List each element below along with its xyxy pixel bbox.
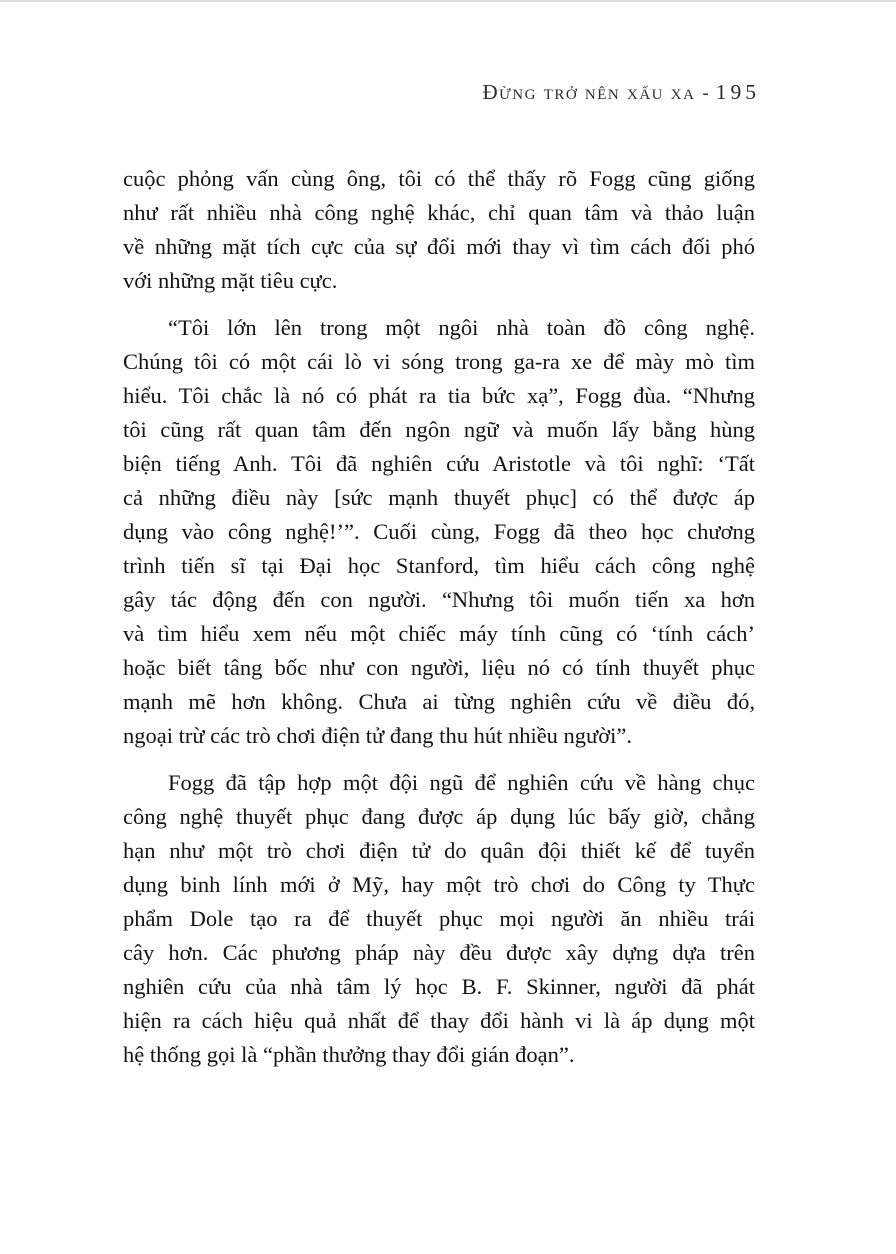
body-text — [123, 162, 755, 1072]
text-line: trình tiến sĩ tại Đại học Stanford, tìm hiểu cách công nghệ — [123, 553, 755, 578]
text-line: và tìm hiểu xem nếu một chiếc máy tính cũng có ‘tính cách’ — [123, 621, 755, 646]
text-line: hoặc biết tâng bốc như con người, liệu nó có tính thuyết phục — [123, 655, 755, 680]
text-line: “Tôi lớn lên trong một ngôi nhà toàn đồ công nghệ. — [168, 315, 755, 340]
text-line: như rất nhiều nhà công nghệ khác, chỉ quan tâm và thảo luận — [123, 200, 755, 225]
text-line: Chúng tôi có một cái lò vi sóng trong ga-ra xe để mày mò tìm — [123, 349, 755, 374]
running-title: Đừng trở nên xấu xa — [482, 80, 696, 104]
text-line: ngoại trừ các trò chơi điện tử đang thu hút nhiều người”. — [123, 723, 633, 748]
text-line: hiểu. Tôi chắc là nó có phát ra tia bức xạ”, Fogg đùa. “Nhưng — [123, 383, 755, 408]
paragraph-3 — [123, 766, 755, 1072]
text-line: biện tiếng Anh. Tôi đã nghiên cứu Aristotle và tôi nghĩ: ‘Tất — [123, 451, 755, 476]
text-line: công nghệ thuyết phục đang được áp dụng lúc bấy giờ, chẳng — [123, 804, 755, 829]
text-line: về những mặt tích cực của sự đổi mới thay vì tìm cách đối phó — [123, 234, 755, 259]
paragraph-1 — [123, 162, 755, 298]
running-header — [123, 80, 760, 105]
text-line: hiện ra cách hiệu quả nhất để thay đổi hành vi là áp dụng một — [123, 1008, 755, 1033]
text-line: mạnh mẽ hơn không. Chưa ai từng nghiên cứu về điều đó, — [123, 689, 755, 714]
text-line: dụng vào công nghệ!’”. Cuối cùng, Fogg đã theo học chương — [123, 519, 755, 544]
text-line: với những mặt tiêu cực. — [123, 268, 338, 293]
text-line: nghiên cứu của nhà tâm lý học B. F. Skinner, người đã phát — [123, 974, 755, 999]
text-line: dụng binh lính mới ở Mỹ, hay một trò chơi do Công ty Thực — [123, 872, 755, 897]
paragraph-2 — [123, 311, 755, 753]
header-separator: - — [702, 83, 709, 104]
text-line: cuộc phỏng vấn cùng ông, tôi có thể thấy rõ Fogg cũng giống — [123, 166, 755, 191]
text-line: cả những điều này [sức mạnh thuyết phục] có thể được áp — [123, 485, 755, 510]
text-line: Fogg đã tập hợp một đội ngũ để nghiên cứu về hàng chục — [168, 770, 755, 795]
text-line: tôi cũng rất quan tâm đến ngôn ngữ và muốn lấy bằng hùng — [123, 417, 755, 442]
page-edge-rule — [0, 0, 896, 2]
text-line: phẩm Dole tạo ra để thuyết phục mọi người ăn nhiều trái — [123, 906, 755, 931]
page-number: 195 — [715, 80, 760, 104]
text-line: hệ thống gọi là “phần thưởng thay đổi gián đoạn”. — [123, 1042, 575, 1067]
text-line: gây tác động đến con người. “Nhưng tôi muốn tiến xa hơn — [123, 587, 755, 612]
text-line: hạn như một trò chơi điện tử do quân đội thiết kế để tuyển — [123, 838, 755, 863]
text-line: cây hơn. Các phương pháp này đều được xây dựng dựa trên — [123, 940, 755, 965]
